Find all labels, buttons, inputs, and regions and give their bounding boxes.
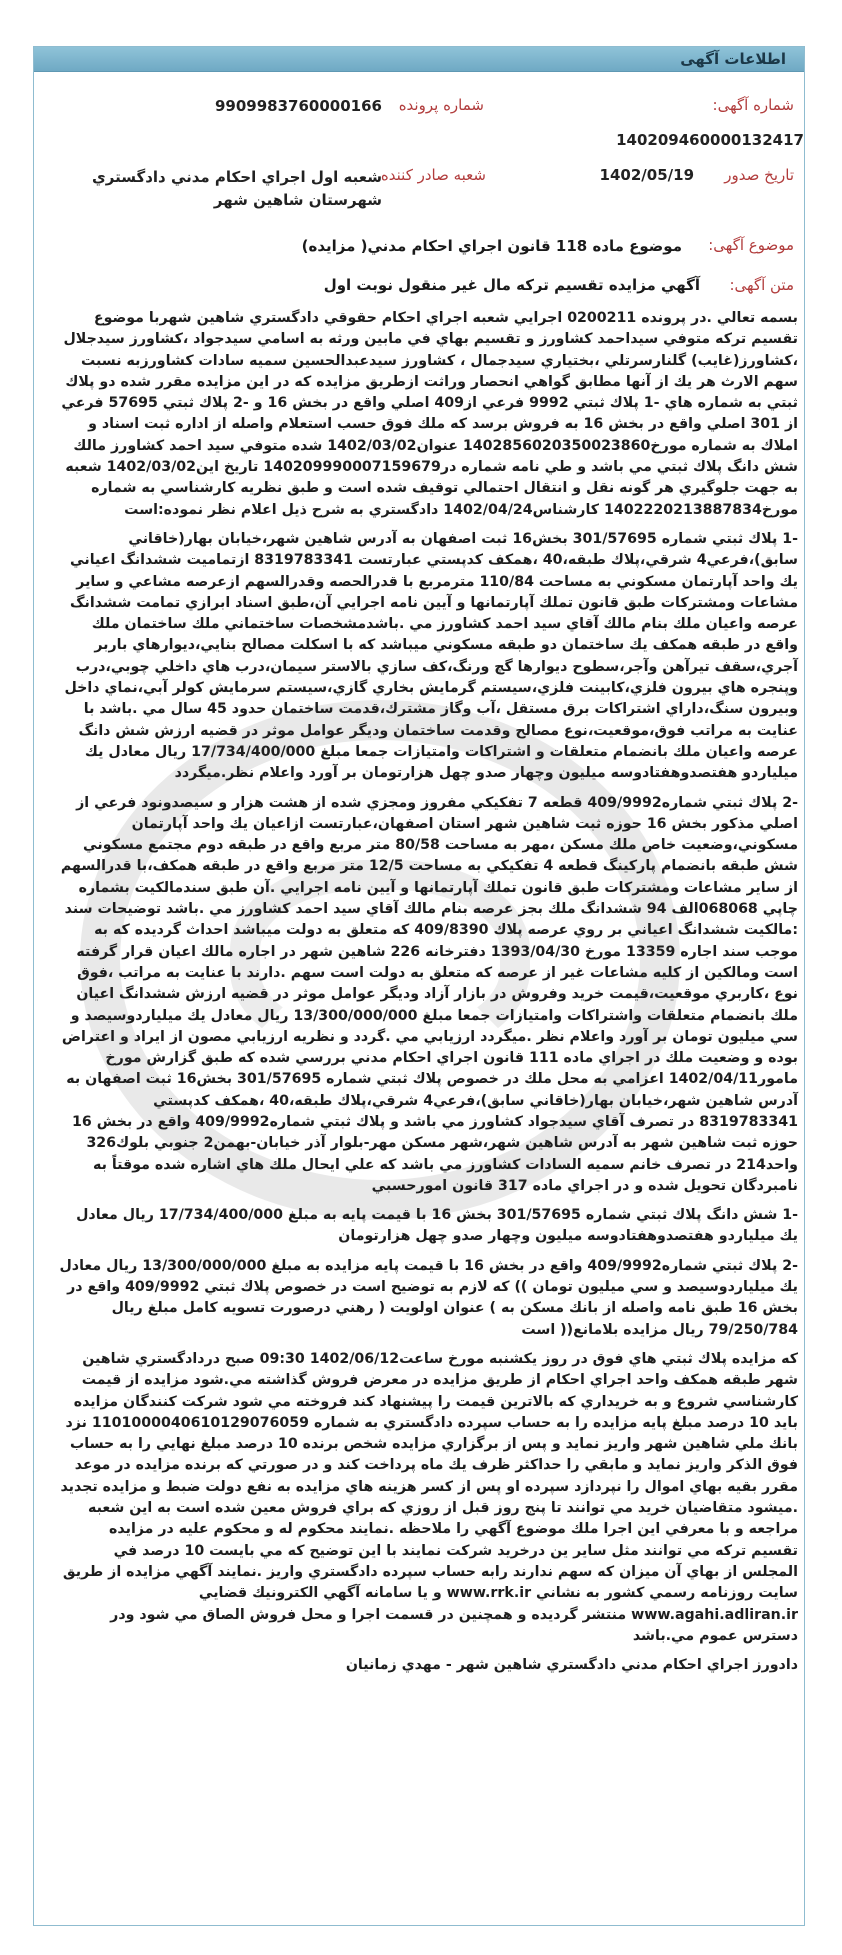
subject-label: موضوع آگهی: bbox=[708, 236, 794, 254]
ad-number-value: 140209460000132417 bbox=[616, 131, 804, 149]
paragraph-base-price-1: -1 شش دانگ پلاك ثبتي شماره 301/57695 بخش 16 با قيمت پايه به مبلغ 17/734/400/000 ريال معادل يك ميلياردو هفتصدوهفتادوسه ميليون وچهار صدو چهل هزارتومان bbox=[76, 1207, 798, 1245]
panel-title: اطلاعات آگهی bbox=[680, 50, 786, 68]
paragraph-base-price-2: -2 پلاك ثبتي شماره409/9992 واقع در بخش 16 با قيمت پايه مزايده به مبلغ 13/300/000/000 ريال معادل يك ميلياردوسيصد و سي ميليون تومان )) كه لازم به توضيح است در خصوص پلاك ثبتي 409/9992 واقع در بخش 16 طبق نامه واصله از بانك مسكن به ) عنوان اولويت ( رهني درصورت تسويه كامل مبلغ ريال 79/250/784 ريال مزايده بلامانع(( است bbox=[59, 1257, 798, 1338]
panel-header bbox=[34, 47, 804, 72]
file-number-value: 9909983760000166 bbox=[215, 97, 382, 115]
paragraph-property-2: -2 پلاك ثبتي شماره409/9992 قطعه 7 تفكيكي مفروز ومجزي شده از هشت هزار و سيصدونود فرعي از اصلي مذكور بخش 16 حوزه ثبت شاهين شهر استان اصفهان،عبارتست ازاعيان يك واحد آپارتمان مسكوني،وضعيت خاص ملك مسكن ،مهر به مساحت 80/58 متر مربع واقع در طبقه دوم مجتمع مسكوني شش طبقه بانضمام پاركينگ قطعه 4 تفكيكي به مساحت 12/5 متر مربع واقع در طبقه همكف،با قدرالسهم از ساير مشاعات ومشتركات طبق قانون تملك آپارتمانها و آيين نامه اجرايي .آن طبق سندمالكيت بشماره چاپي 068068الف 94 ششدانگ ملك بجز عرصه بنام مالك آقاي سيد احمد كشاورز مي .باشد توضيحات سند :مالكيت ششدانگ اعياني بر روي عرصه پلاك 409/8390 كه متعلق به دولت ميباشد احداث گرديده كه به موجب سند اجاره 13359 مورخ 1393/04/30 دفترخانه 226 شاهين شهر در اجاره مالك اعيان قرار گرفته است ومالكين از كليه مشاعات غير از عرصه كه متعلق به دولت است سهم .دارند با عنايت به مراتب ،فوق نوع ،كاربري موقعيت،قيمت خريد وفروش در بازار آزاد ودیگر عوامل موثر در قضيه ارزش ششدانگ اعيان ملك بانضمام متعلقات واشتراكات وامتيازات جمعا مبلغ 13/300/000/000 ريال معادل يك ميلياردوسيصد و سي ميليون تومان بر آورد واعلام نظر .ميگردد ارزيابي مي .گردد و نظريه ارزيابي مصون از ايراد و اعتراض بوده و وضعيت ملك در اجراي ماده 111 قانون اجراي احكام مدني بررسي شده كه طبق گزارش مورخ مامور1402/04/11 اعزامي به محل ملك در خصوص پلاك ثبتي شماره 301/57695 بخش16 ثبت اصفهان به آدرس شاهين شهر،خيابان بهار(خاقاني سابق)،فرعي4 شرقي،پلاك طبقه،40 ،همكف كدپستي 8319783341 در تصرف آقاي سيدجواد كشاورز مي باشد و پلاك ثبتي شماره409/9992 واقع در بخش 16 حوزه ثبت شاهين شهر به آدرس شاهين شهر،شهر مسكن مهر-بلوار آذر خيابان-بهمن2 جنوبي بلوك326 واحد214 در تصرف خانم سميه السادات كشاورز مي باشد كه علي ايحال ملك هاي اشاره شده موقتاً به نامبردگان تحويل شده و در اجراي ماده 317 قانون امورحسبي bbox=[60, 794, 798, 1194]
paragraph-auction-terms: كه مزايده پلاك ثبتي هاي فوق در روز يكشنبه مورخ ساعت1402/06/12 09:30 صبح دردادگستري شاهين شهر طبقه همكف واحد اجراي احكام از طريق مزايده در معرض فروش گذاشته مي.شود مزايده از قيمت كارشناسي شروع و به خريداري كه بالاترين قيمت را پيشنهاد كند فروخته مي شود شركت كنندگان مزايده بايد 10 درصد مبلغ پايه مزايده را به حساب سپرده دادگستري به شماره 1101000040610129076059 نزد بانك ملي شاهين شهر واريز نمايد و پس از برگزاري مزايده شخص برنده 10 درصد مبلغ نهايي را به حساب فوق الذكر واريز نمايد و مابقي را حداكثر ظرف يك ماه پرداخت كند و در صورتي كه برنده مزايده در موعد مقرر بقيه بهاي اموال را نپردازد سپرده او پس از كسر هزينه هاي مزايده به نفع دولت ضبط و مزايده تجديد .ميشود متقاضيان خريد مي توانند تا پنج روز قبل از روزي كه براي فروش معين شده است به اين شعبه مراجعه و با معرفي اين اجرا ملك موضوع آگهي را ملاحظه .نمايند محكوم له و محكوم عليه در مزايده تقسيم تركه مي توانند مثل ساير ين درخريد شركت نمايند با اين توضيح كه مي بايست 10 درصد في المجلس از بهاي آن ميزان كه سهم ندارند رابه حساب سپرده دادگستري واريز .نمايند آگهي مزايده از طريق سايت روزنامه رسمي كشور به نشاني www.rrk.ir و يا سامانه آگهي الكترونيك قضايي www.agahi.adliran.ir منتشر گرديده و همچنين در قسمت اجرا و محل فروش الصاق مي شود ودر دسترس عموم مي.باشد bbox=[60, 1350, 798, 1644]
issue-date-label: تاریخ صدور bbox=[724, 166, 794, 184]
file-number-label: شماره پرونده bbox=[398, 96, 484, 114]
paragraph-property-1: -1 پلاك ثبتي شماره 301/57695 بخش16 ثبت اصفهان به آدرس شاهين شهر،خيابان بهار(خاقاني سابق)،فرعي4 شرقي،پلاك طبقه،40 ،همكف كدپستي عبارتست 8319783341 ازتماميت ششدانگ اعياني يك واحد آپارتمان مسكوني به مساحت 110/84 مترمربع با قدرالحصه وقدرالسهم ازعرصه مشاعي و ساير مشاعات ومشتركات طبق قانون تملك آپارتمانها و آيين نامه اجرايي آن،طبق اسناد ابرازي تمامت ششدانگ عرصه واعيان ملك بنام مالك آقاي سيد احمد كشاورز مي .باشدمشخصات ساختماني ملك ساختمان ملك واقع در طبقه همكف يك ساختمان دو طبقه مسكوني ميباشد كه با اسكلت مصالح بنايي،ديوارهاي باربر آجري،سقف تيرآهن وآجر،سطوح ديوارها گچ ورنگ،كف سازي بالاستر سيمان،درب هاي داخلي چوبي،درب وپنجره هاي بيرون فلزي،كابينت فلزي،سيستم گرمايش بخاري گازي،سيستم سرمايش كولر آبي،نماي داخل وبيرون سنگ،داراي اشتراكات برق مستقل ،آب وگاز مشترك،قدمت ساختمان حدود 45 سال مي .باشد با عنايت به مراتب فوق،موقعيت،نوع مصالح وقدمت ساختمان ودیگر عوامل موثر در قضيه ارزش شش دانگ عرصه واعيان ملك بانضمام متعلقات و اشتراكات وامتيازات جمعا مبلغ 17/734/400/000 ريال معادل يك ميلياردو هفتصدوهفتادوسه ميليون وچهار صدو چهل هزارتومان بر آورد واعلام نظر.ميگردد bbox=[64, 530, 798, 782]
ad-body bbox=[58, 308, 798, 1684]
text-title: آگهي مزايده تقسيم تركه مال غير منقول نوبت اول bbox=[323, 276, 700, 294]
issuing-branch-label: شعبه صادر کننده bbox=[380, 166, 486, 184]
signature: دادورز اجراي احكام مدني دادگستري شاهين شهر - مهدي زمانيان bbox=[345, 1657, 798, 1674]
ad-number-label: شماره آگهی: bbox=[712, 96, 794, 114]
text-label: متن آگهی: bbox=[729, 276, 794, 294]
issuing-branch-value-line1: شعبه اول اجراي احكام مدني دادگستري bbox=[92, 168, 382, 186]
issue-date-value: 1402/05/19 bbox=[599, 166, 694, 184]
paragraph-intro: بسمه تعالي .در پرونده 0200211 اجرايي شعبه اجراي احكام حقوقي دادگستري شاهين شهربا موضوع تقسيم تركه متوفي سيداحمد كشاورز و تقسيم بهاي في مابين ورثه به اسامي سيدجواد ،كشاورز سيدجلال ،كشاورز(غايب) گلنارسرتلي ،بختياري سيدجمال ، كشاورز سيدعبدالحسين سميه سادات كشاورزبه نسبت سهم الارث هر يك از آنها مطابق گواهي انحصار وراثت ازطريق مزايده كه در اين مزايده مقرر شده دو پلاك ثبتي به شماره هاي -1 پلاك ثبتي 9992 فرعي از409 اصلي واقع در بخش 16 و -2 پلاك ثبتي 57695 فرعي از 301 اصلي واقع در بخش 16 به فروش برسد كه ملك فوق حسب استعلام واصله از اداره ثبت اسناد و املاك به شماره مورخ1402856020350023860 عنوان1402/03/02 شده متوفي سيد احمد كشاورز مالك شش دانگ پلاك ثبتي مي باشد و طي نامه شماره در140209990007159679 تاريخ اين1402/03/02 شعبه به جهت جلوگيري هر گونه نقل و انتقال احتمالي توقيف شده است و طبق نظريه كارشناسي به شماره مورخ1402220213887834 كارشناس1402/04/24 دادگستري به شرح ذيل اعلام نظر نموده:است bbox=[61, 310, 798, 518]
subject-value: موضوع ماده 118 قانون اجراي احكام مدني( مزايده) bbox=[301, 237, 682, 255]
issuing-branch-value-line2: شهرستان شاهين شهر bbox=[213, 191, 382, 209]
